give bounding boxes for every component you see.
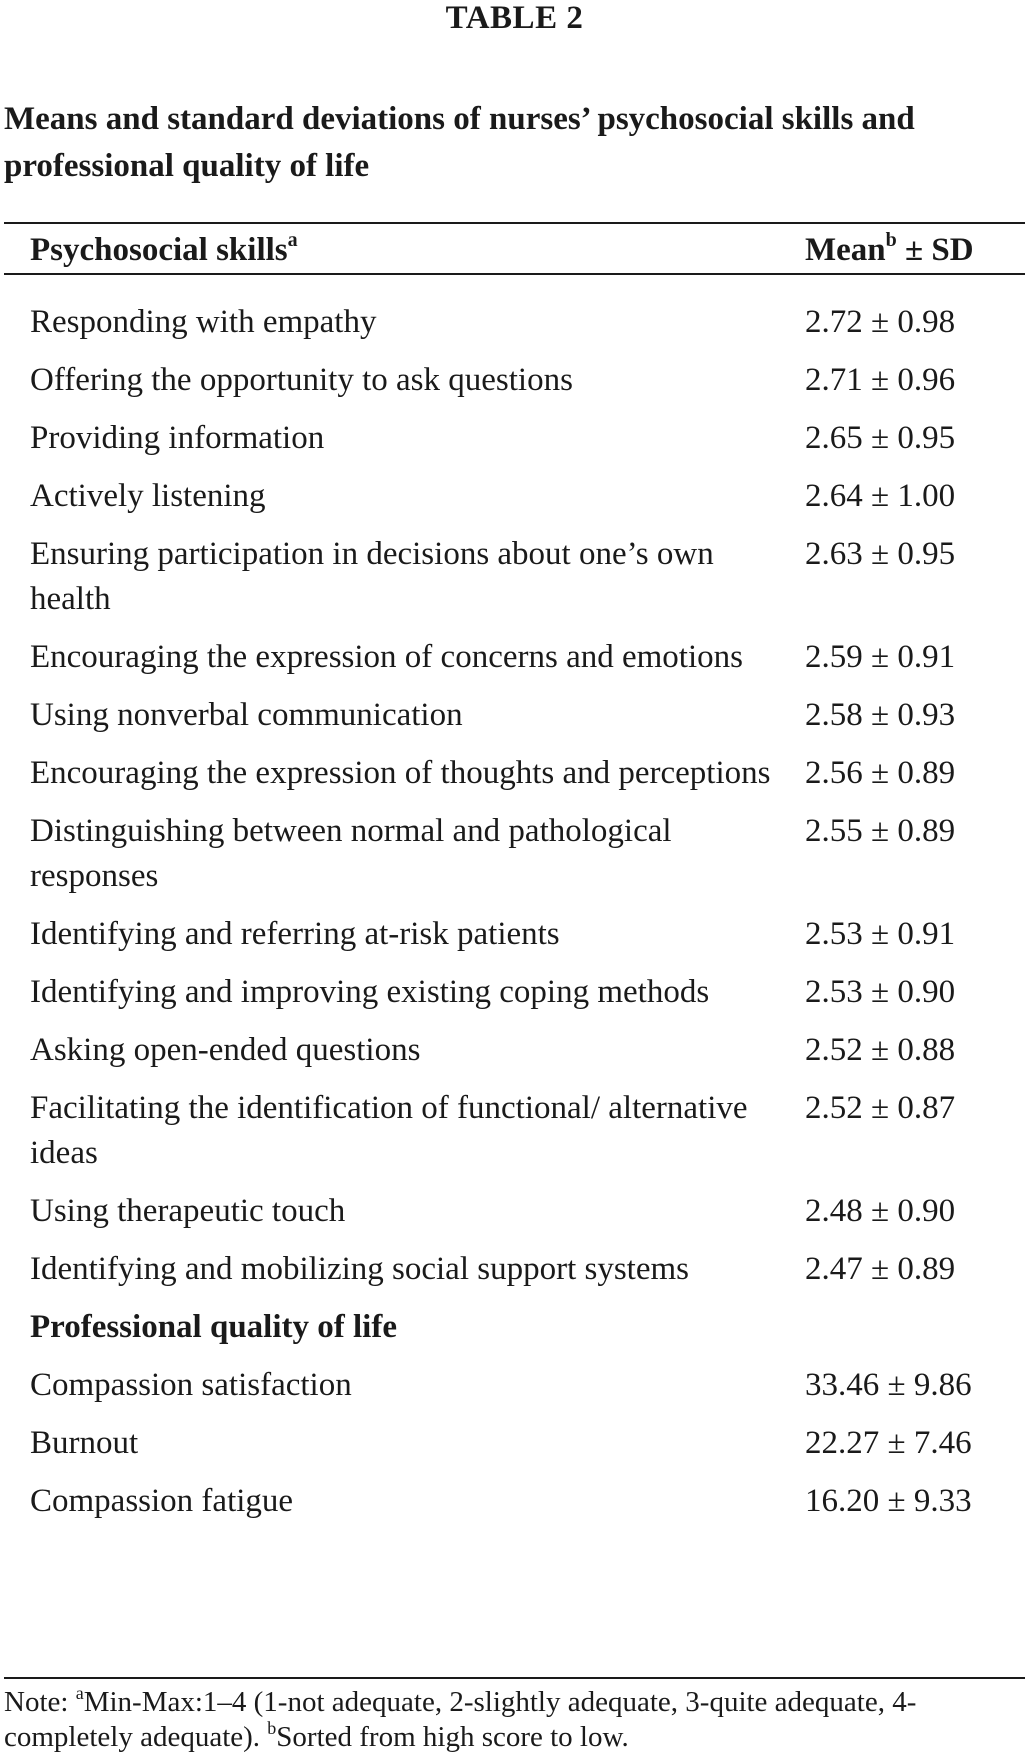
note-footnote-b-mark: b bbox=[267, 1718, 277, 1738]
row-label: Encouraging the expression of concerns and emotions bbox=[30, 639, 743, 675]
note-prefix: Note: bbox=[4, 1686, 76, 1718]
header-mean-sd bbox=[805, 230, 974, 270]
section-heading-professional-quality-of-life: Professional quality of life bbox=[30, 1309, 397, 1345]
row-label: Identifying and improving existing coping methods bbox=[30, 974, 710, 1010]
header-col2-sd: ± SD bbox=[896, 232, 974, 268]
table-row bbox=[0, 912, 1029, 970]
row-label: Ensuring participation in decisions about one’s own health bbox=[30, 536, 714, 617]
row-value: 2.64 ± 1.00 bbox=[805, 478, 956, 514]
row-value: 2.72 ± 0.98 bbox=[805, 304, 956, 340]
row-value: 2.63 ± 0.95 bbox=[805, 536, 956, 572]
row-value: 2.52 ± 0.87 bbox=[805, 1090, 956, 1126]
table-caption: Means and standard deviations of nurses’ psychosocial skills and professional quality of life bbox=[4, 101, 915, 184]
header-col2-mean: Mean bbox=[805, 232, 886, 268]
row-label: Offering the opportunity to ask questions bbox=[30, 362, 573, 398]
table-note bbox=[4, 1685, 1024, 1755]
row-value: 16.20 ± 9.33 bbox=[805, 1483, 972, 1519]
table-row bbox=[0, 1086, 1029, 1189]
table-row bbox=[0, 809, 1029, 912]
row-label: Identifying and referring at-risk patients bbox=[30, 916, 560, 952]
table-header-row bbox=[0, 230, 1029, 270]
row-value: 2.47 ± 0.89 bbox=[805, 1251, 956, 1287]
row-label: Using nonverbal communication bbox=[30, 697, 463, 733]
table-row bbox=[0, 751, 1029, 809]
header-psychosocial-skills bbox=[30, 230, 298, 270]
note-footnote-b-text: Sorted from high score to low. bbox=[276, 1721, 629, 1753]
row-label: Using therapeutic touch bbox=[30, 1193, 346, 1229]
row-value: 2.53 ± 0.90 bbox=[805, 974, 956, 1010]
table-row bbox=[0, 1247, 1029, 1305]
table-row bbox=[0, 358, 1029, 416]
bottom-rule bbox=[4, 1677, 1025, 1679]
row-value: 33.46 ± 9.86 bbox=[805, 1367, 972, 1403]
table-row bbox=[0, 1421, 1029, 1479]
table-body bbox=[0, 300, 1029, 1537]
row-label: Compassion satisfaction bbox=[30, 1367, 352, 1403]
row-value: 2.53 ± 0.91 bbox=[805, 916, 956, 952]
table-row bbox=[0, 1028, 1029, 1086]
row-label: Burnout bbox=[30, 1425, 139, 1461]
row-value: 2.52 ± 0.88 bbox=[805, 1032, 956, 1068]
row-label: Encouraging the expression of thoughts and perceptions bbox=[30, 755, 771, 791]
row-value: 22.27 ± 7.46 bbox=[805, 1425, 972, 1461]
table-row bbox=[0, 300, 1029, 358]
note-footnote-a-mark: a bbox=[75, 1683, 84, 1703]
table-row bbox=[0, 1479, 1029, 1537]
row-label: Distinguishing between normal and pathological responses bbox=[30, 813, 672, 894]
table-row bbox=[0, 416, 1029, 474]
table-row bbox=[0, 635, 1029, 693]
header-col1-text: Psychosocial skills bbox=[30, 232, 288, 268]
row-label: Providing information bbox=[30, 420, 325, 456]
row-label: Identifying and mobilizing social support systems bbox=[30, 1251, 690, 1287]
row-label: Asking open-ended questions bbox=[30, 1032, 421, 1068]
row-value: 2.48 ± 0.90 bbox=[805, 1193, 956, 1229]
row-value: 2.55 ± 0.89 bbox=[805, 813, 956, 849]
table-row bbox=[0, 1363, 1029, 1421]
table-row bbox=[0, 693, 1029, 751]
table-label: TABLE 2 bbox=[445, 0, 584, 36]
row-value: 2.56 ± 0.89 bbox=[805, 755, 956, 791]
table-row bbox=[0, 532, 1029, 635]
table-row bbox=[0, 474, 1029, 532]
row-value: 2.65 ± 0.95 bbox=[805, 420, 956, 456]
row-label: Facilitating the identification of functional/ alternative ideas bbox=[30, 1090, 748, 1171]
note-footnote-a-text: Min-Max:1–4 (1-not adequate, 2-slightly adequate, 3-quite adequate, 4-completely adequate). bbox=[4, 1686, 917, 1753]
header-col2-footnote-mark: b bbox=[885, 229, 897, 251]
table-row bbox=[0, 970, 1029, 1028]
row-value: 2.58 ± 0.93 bbox=[805, 697, 956, 733]
header-rule bbox=[4, 273, 1025, 275]
table-row bbox=[0, 1189, 1029, 1247]
header-col1-footnote-mark: a bbox=[287, 229, 298, 251]
row-label: Responding with empathy bbox=[30, 304, 377, 340]
row-value: 2.59 ± 0.91 bbox=[805, 639, 956, 675]
top-rule bbox=[4, 222, 1025, 224]
row-value: 2.71 ± 0.96 bbox=[805, 362, 956, 398]
row-label: Actively listening bbox=[30, 478, 266, 514]
row-label: Compassion fatigue bbox=[30, 1483, 294, 1519]
